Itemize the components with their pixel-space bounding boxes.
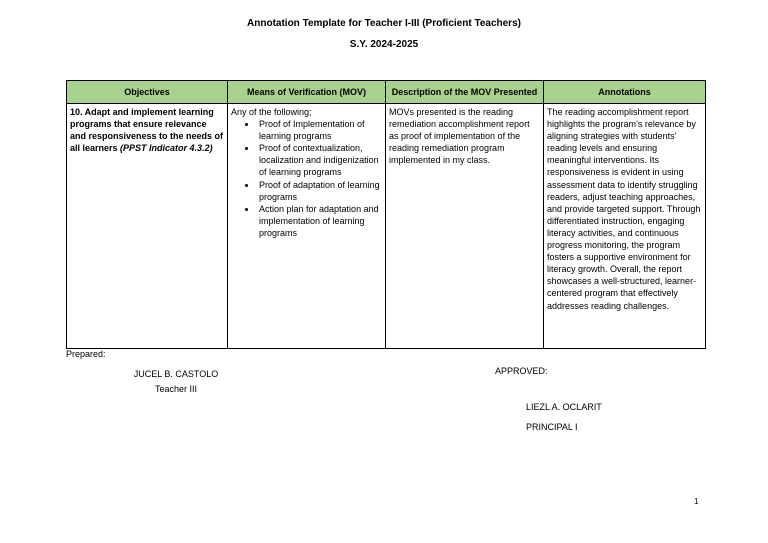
mov-bullet-item: • Proof of adaptation of learning programs	[257, 179, 382, 203]
table-header	[67, 81, 706, 104]
objective-text: 10. Adapt and implement learning programs that ensure relevance and responsiveness to the needs of all learners	[70, 107, 224, 154]
annotation-table	[66, 80, 706, 349]
cell-mov	[228, 104, 386, 349]
document-subtitle: S.Y. 2024-2025	[349, 39, 419, 50]
approved-label: APPROVED:	[495, 366, 548, 376]
cell-objectives	[67, 104, 228, 349]
mov-bullet-item: • Proof of contextualization, localization and indigenization of learning programs	[257, 142, 382, 178]
prepared-name: JUCEL B. CASTOLO	[133, 369, 219, 379]
column-header-objectives: Objectives	[67, 81, 228, 104]
prepared-signature-block	[130, 367, 222, 397]
page-number: 1	[694, 497, 699, 506]
mov-intro: Any of the following;	[231, 107, 312, 117]
table-header-row	[67, 81, 706, 104]
column-header-mov: Means of Verification (MOV)	[228, 81, 386, 104]
cell-annotations: The reading accomplishment report highlights the program’s relevance by aligning strategies with students’ reading levels and ensuring meaningful interventions. Its responsiveness is evident in using assessment data to identify struggling readers, adjust teaching approaches, and provide targeted support. Through differentiated instruction, engaging literacy activities, and continuous progress monitoring, the program fosters a supportive environment for literacy growth. Overall, the report showcases a well-structured, learner-centered program that effectively addresses reading challenges.	[544, 104, 706, 349]
table-row	[67, 104, 706, 349]
table-body	[67, 104, 706, 349]
cell-description: MOVs presented is the reading remediation accomplishment report as proof of implementation of the reading remediation program implemented in my class.	[386, 104, 544, 349]
mov-bullet-item: • Action plan for adaptation and implementation of learning programs	[257, 203, 382, 239]
mov-bullet-item: • Proof of Implementation of learning programs	[257, 118, 382, 142]
approved-title: PRINCIPAL I	[526, 422, 578, 432]
objective-ppst-indicator: (PPST Indicator 4.3.2)	[120, 143, 213, 154]
column-header-annotations: Annotations	[544, 81, 706, 104]
prepared-label: Prepared:	[66, 349, 106, 359]
document-title: Annotation Template for Teacher I-III (Proficient Teachers)	[247, 18, 521, 29]
mov-bullet-list	[231, 118, 382, 239]
prepared-title: Teacher III	[154, 384, 198, 394]
approved-name: LIEZL A. OCLARIT	[526, 402, 602, 412]
column-header-description: Description of the MOV Presented	[386, 81, 544, 104]
